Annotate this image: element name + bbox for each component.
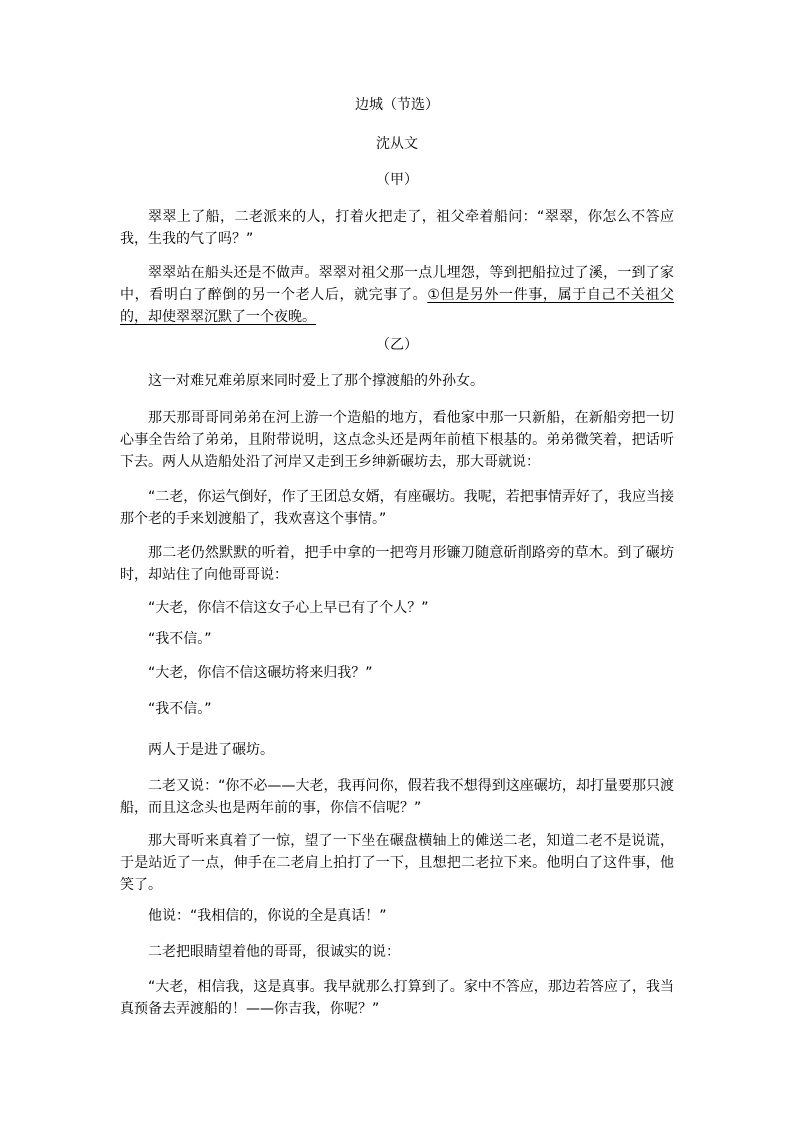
paragraph-5: “二老，你运气倒好，作了王团总女婿，有座碾坊。我呢，若把事情弄好了，我应当接那个老的手来划渡船了，我欢喜这个事情。” [120,489,674,527]
paragraph-15: 二老把眼睛望着他的哥哥，很诚实的说： [148,944,400,960]
section-b-label: （乙） [376,337,418,353]
paragraph-13: 那大哥听来真着了一惊，望了一下坐在碾盘横轴上的傩送二老，知道二老不是说谎，于是站近了一点，伸手在二老肩上拍打了一下，且想把二老拉下来。他明白了这件事，他笑了。 [120,833,674,893]
paragraph-12: 二老又说：“你不必——大老，我再问你，假若我不想得到这座碾坊，却打量要那只渡船，而且这念头也是两年前的事，你信不信呢？” [120,778,674,816]
section-a-label: （甲） [376,172,418,188]
paragraph-11: 两人于是进了碾坊。 [148,742,274,758]
paragraph-1: 翠翠上了船，二老派来的人，打着火把走了，祖父牵着船问：“翠翠，你怎么不答应我，生我的气了吗？” [120,209,674,247]
paragraph-2-plain: 翠翠站在船头还是不做声。翠翠对祖父那一点儿埋怨，等到把船拉过了溪，一到了家中，看明白了醉倒的另一个老人后，就完事了。 [120,265,674,303]
paragraph-8: “我不信。” [148,631,212,647]
underlined-sentence: ①但是另外一件事，属于自己不关祖父的，却使翠翠沉默了一个夜晚。 [120,287,674,325]
paragraph-6: 那二老仍然默默的听着，把手中拿的一把弯月形镰刀随意斫削路旁的草木。到了碾坊时，却站住了向他哥哥说： [120,545,674,583]
paragraph-7: “大老，你信不信这女子心上早已有了个人？” [148,600,429,616]
paragraph-14: 他说：“我相信的，你说的全是真话！” [148,908,387,924]
paragraph-3: 这一对难兄难弟原来同时爱上了那个撑渡船的外孙女。 [148,373,484,389]
paragraph-4: 那天那哥哥同弟弟在河上游一个造船的地方，看他家中那一只新船，在新船旁把一切心事全告给了弟弟，且附带说明，这点念头还是两年前植下根基的。弟弟微笑着，把话听下去。两人从造船处沿了河岸又走到王乡绅新碾坊去，那大哥就说： [120,410,674,470]
article-title: 边城（节选） [355,97,439,113]
paragraph-16: “大老，相信我，这是真事。我早就那么打算到了。家中不答应，那边若答应了，我当真预备去弄渡船的！——你吉我，你呢？” [120,979,674,1017]
paragraph-10: “我不信。” [148,701,212,717]
paragraph-2 [120,262,674,328]
author-name: 沈从文 [376,136,418,152]
paragraph-9: “大老，你信不信这碾坊将来归我？” [148,665,373,681]
